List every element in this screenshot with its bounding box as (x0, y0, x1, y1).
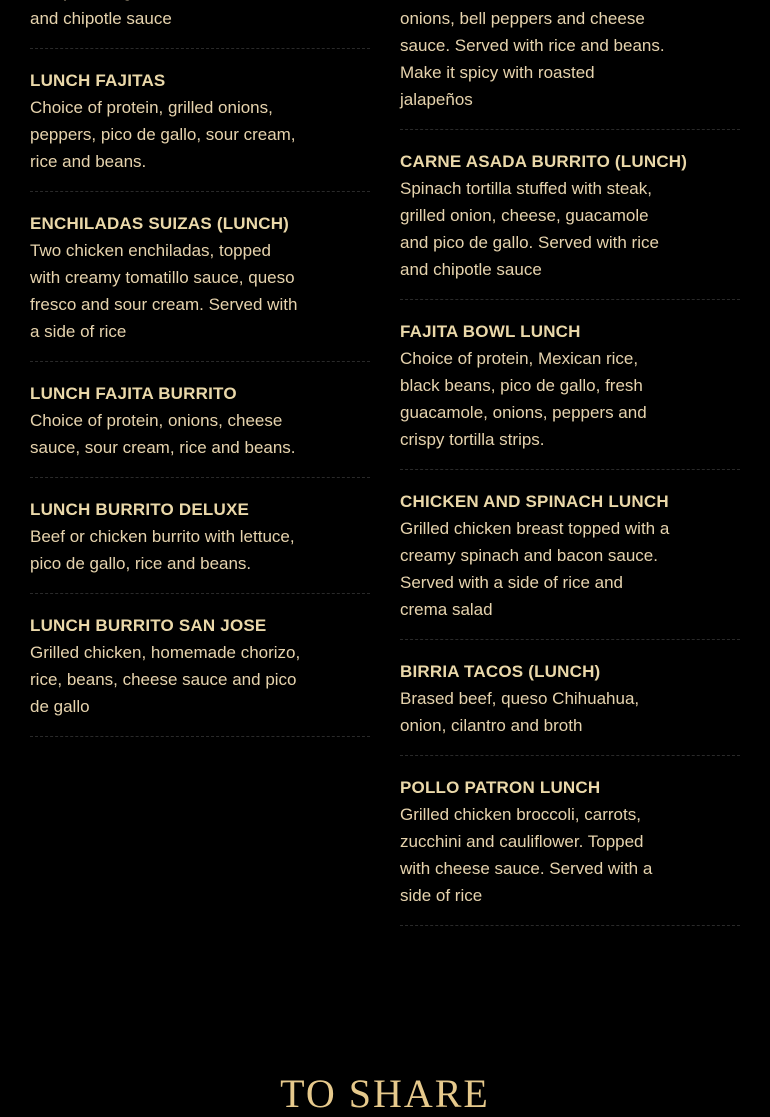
menu-item (30, 362, 370, 478)
menu-item-name: FAJITA BOWL LUNCH (400, 322, 581, 341)
menu-item (400, 640, 740, 756)
menu-item-description: Grilled chicken breast topped with a creamy spinach and bacon sauce. Served with a side of rice and crema salad (400, 519, 670, 619)
menu-item (30, 594, 370, 737)
menu-item (30, 0, 370, 49)
menu-item-description: and chipotle sauce (30, 9, 172, 28)
menu-item (30, 192, 370, 362)
menu-item-description: Brased beef, queso Chihuahua, onion, cilantro and broth (400, 689, 640, 735)
menu-item (30, 478, 370, 594)
menu-item-name: LUNCH BURRITO SAN JOSE (30, 616, 267, 635)
menu-item-name: LUNCH FAJITA BURRITO (30, 384, 237, 403)
menu-item-description: onions, bell peppers and cheese sauce. Served with rice and beans. Make it spicy with roasted jalapeños (400, 9, 665, 109)
menu-item-description: Grilled chicken broccoli, carrots, zucchini and cauliflower. Topped with cheese sauce. Served with a side of rice (400, 805, 653, 905)
menu-item-name: LUNCH BURRITO DELUXE (30, 500, 250, 519)
menu-item-name: CHICKEN AND SPINACH LUNCH (400, 492, 669, 511)
section-title: TO SHARE (280, 1071, 490, 1116)
menu-item (30, 49, 370, 192)
menu-item-description: Choice of protein, Mexican rice, black beans, pico de gallo, fresh guacamole, onions, peppers and crispy tortilla strips. (400, 349, 647, 449)
menu-item-description: Spinach tortilla stuffed with steak, grilled onion, cheese, guacamole and pico de gallo. Served with rice and chipotle sauce (400, 179, 659, 279)
menu-item-description: Grilled chicken, homemade chorizo, rice, beans, cheese sauce and pico de gallo (30, 643, 301, 716)
menu-column-left (30, 0, 370, 737)
menu-item (400, 0, 740, 130)
menu-item-description: Two chicken enchiladas, topped with creamy tomatillo sauce, queso fresco and sour cream. Served with a side of rice (30, 241, 298, 341)
menu-item-description: Choice of protein, grilled onions, peppers, pico de gallo, sour cream, rice and beans. (30, 98, 296, 171)
menu-column-right (400, 0, 740, 926)
menu-item-name: CARNE ASADA BURRITO (LUNCH) (400, 152, 688, 171)
menu-item-name: ENCHILADAS SUIZAS (LUNCH) (30, 214, 290, 233)
menu-item-name: LUNCH FAJITAS (30, 71, 166, 90)
menu-item-name: POLLO PATRON LUNCH (400, 778, 601, 797)
menu-item-description: Choice of protein, onions, cheese sauce, sour cream, rice and beans. (30, 411, 296, 457)
menu-item (400, 470, 740, 640)
menu-item (400, 756, 740, 926)
menu-item-name: BIRRIA TACOS (LUNCH) (400, 662, 601, 681)
menu-item-description: Beef or chicken burrito with lettuce, pico de gallo, rice and beans. (30, 527, 295, 573)
menu-item (400, 130, 740, 300)
menu-item (400, 300, 740, 470)
